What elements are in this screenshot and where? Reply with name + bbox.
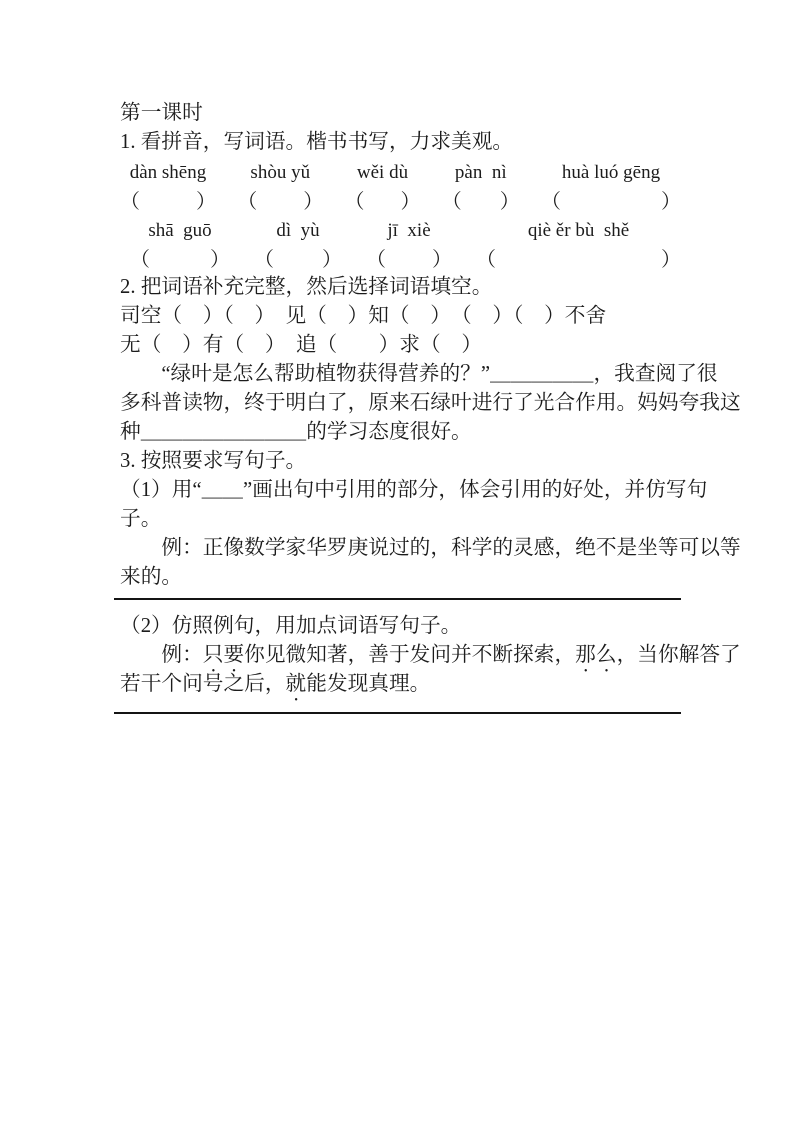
q2-prompt: 2. 把词语补充完整，然后选择词语填空。 [120, 276, 493, 298]
divider-top [114, 598, 681, 600]
paren-open: （ [541, 191, 561, 213]
section-title: 第一课时 [120, 102, 203, 124]
answer-blank [237, 189, 323, 215]
pinyin-word: qiè ěr bù shě [527, 220, 630, 241]
answer-blank [120, 189, 216, 215]
q2-paragraph-line-1: “绿叶是怎么帮助植物获得营养的？”＿＿＿＿＿，我查阅了很 [120, 363, 718, 385]
pinyin-word: shòu yǔ [250, 162, 311, 183]
answer-blank [442, 189, 520, 215]
q1-prompt: 1. 看拼音，写词语。楷书书写，力求美观。 [120, 131, 514, 153]
pinyin-word: shā guō [148, 220, 212, 241]
q2-fill-line-2: 无（ ）有（ ） 追（ ）求（ ） [120, 334, 483, 356]
pinyin-word: huà luó gēng [561, 162, 661, 183]
pinyin-word: jī xiè [387, 220, 431, 241]
q3-example1-line-2: 来的。 [120, 566, 183, 588]
paren-close: ） [661, 191, 681, 213]
answer-blank [541, 189, 681, 215]
pinyin-word: dì yù [276, 220, 320, 241]
pinyin-row-2 [120, 215, 681, 244]
pinyin-row-1 [120, 157, 681, 186]
paren-close: ） [661, 249, 681, 271]
pinyin-word: pàn nì [454, 162, 507, 183]
pinyin-word: dàn shēng [129, 162, 207, 183]
q2-paragraph-line-3: 种＿＿＿＿＿＿＿＿的学习态度很好。 [120, 421, 472, 443]
paren-close: ） [303, 191, 324, 213]
paren-open: （ [476, 249, 496, 271]
answer-blank [345, 189, 421, 215]
example2-text: 若干个问号之后， [120, 673, 286, 695]
paren-open: （ [344, 191, 365, 213]
paren-open: （ [366, 249, 386, 271]
paren-open: （ [237, 191, 258, 213]
answer-blank [254, 247, 342, 273]
example2-text: 你见微知著，善于发问并不断探索， [244, 644, 576, 666]
answer-blank [476, 247, 681, 273]
divider-bottom [114, 712, 681, 714]
q3-sub1-line-2: 子。 [120, 508, 162, 530]
paren-open: （ [130, 249, 150, 271]
q3-example2-line-2 [120, 670, 681, 699]
q2-fill-line-1: 司空（ ）（ ） 见（ ）知（ ） （ ）（ ）不舍 [120, 305, 607, 327]
paren-open: （ [441, 191, 462, 213]
example2-emphasized-word: 就 [285, 673, 307, 695]
q3-sub2: （2）仿照例句，用加点词语写句子。 [120, 615, 462, 637]
example2-emphasized-word: 只要 [202, 644, 245, 666]
paren-close: ） [432, 249, 452, 271]
paren-close: ） [322, 249, 342, 271]
q3-sub1-line-1: （1）用“＿＿”画出句中引用的部分，体会引用的好处，并仿写句 [120, 479, 708, 501]
q3-example2-line-1 [120, 641, 741, 670]
example2-text: 能发现真理。 [306, 673, 431, 695]
answer-blank-row-1 [120, 186, 681, 215]
example2-emphasized-word: 那么 [575, 644, 617, 666]
paren-close: ） [210, 249, 230, 271]
paren-open: （ [254, 249, 274, 271]
worksheet-content [120, 99, 741, 714]
answer-blank [366, 247, 452, 273]
paren-open: （ [120, 191, 140, 213]
answer-blank [130, 247, 230, 273]
pinyin-word: wěi dù [356, 162, 409, 183]
example2-text: 例： [120, 644, 203, 666]
q3-example1-line-1: 例：正像数学家华罗庚说过的，科学的灵感，绝不是坐等可以等 [120, 537, 741, 559]
answer-blank-row-2 [120, 244, 681, 273]
paren-close: ） [196, 191, 216, 213]
q3-prompt: 3. 按照要求写句子。 [120, 450, 307, 472]
q2-paragraph-line-2: 多科普读物，终于明白了，原来石绿叶进行了光合作用。妈妈夸我这 [120, 392, 741, 414]
example2-text: ，当你解答了 [616, 644, 741, 666]
paren-close: ） [400, 191, 421, 213]
paren-close: ） [499, 191, 520, 213]
